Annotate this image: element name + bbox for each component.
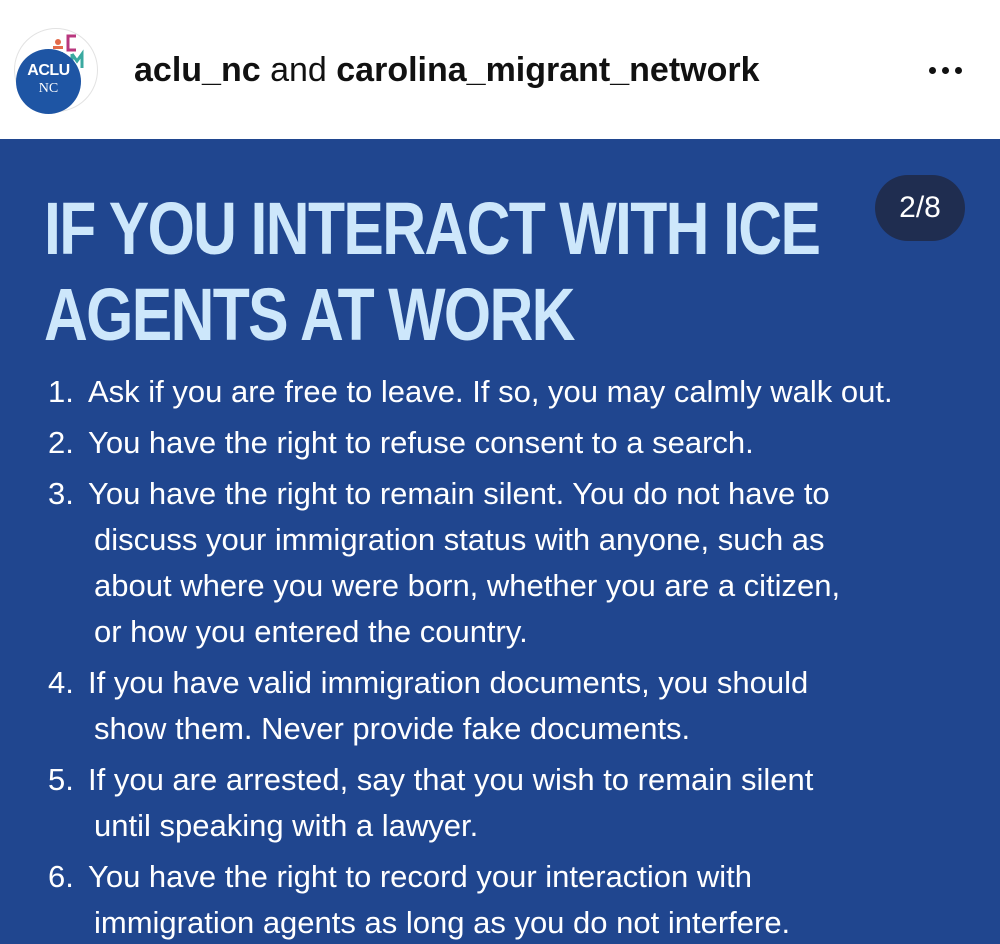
list-item-text: show them. Never provide fake documents. bbox=[94, 711, 691, 746]
list-item-text: immigration agents as long as you do not interfere. bbox=[94, 905, 791, 940]
post-heading bbox=[44, 186, 820, 358]
heading-line: IF YOU INTERACT WITH ICE bbox=[44, 187, 820, 270]
rights-list bbox=[48, 369, 978, 944]
list-item-text: discuss your immigration status with anyone, such as bbox=[94, 522, 825, 557]
list-item-text: You have the right to record your interaction with bbox=[88, 859, 753, 894]
list-item-number: 6. bbox=[48, 859, 74, 894]
list-item-number: 5. bbox=[48, 762, 74, 797]
list-item bbox=[48, 471, 978, 655]
list-item bbox=[48, 854, 978, 944]
list-item-number: 2. bbox=[48, 425, 74, 460]
list-item bbox=[48, 369, 978, 415]
list-item-number: 1. bbox=[48, 374, 74, 409]
author-link-carolina-migrant-network[interactable]: carolina_migrant_network bbox=[336, 51, 760, 89]
aclu-logo-subtext: NC bbox=[38, 81, 59, 96]
more-dot-icon bbox=[929, 67, 936, 74]
list-item-text: Ask if you are free to leave. If so, you may calmly walk out. bbox=[88, 374, 893, 409]
author-link-aclu-nc[interactable]: aclu_nc bbox=[134, 51, 261, 89]
list-item-text: You have the right to remain silent. You do not have to bbox=[88, 476, 830, 511]
list-item-number: 4. bbox=[48, 665, 74, 700]
aclu-logo-text: ACLU bbox=[27, 62, 70, 79]
author-connector: and bbox=[270, 51, 327, 89]
list-item-text: You have the right to refuse consent to a search. bbox=[88, 425, 754, 460]
list-item-text: If you have valid immigration documents, you should bbox=[88, 665, 809, 700]
heading-line: AGENTS AT WORK bbox=[44, 273, 574, 356]
list-item bbox=[48, 660, 978, 752]
post-image[interactable] bbox=[0, 139, 1000, 944]
more-dot-icon bbox=[942, 67, 949, 74]
carousel-counter-badge: 2/8 bbox=[875, 175, 965, 241]
list-item bbox=[48, 757, 978, 849]
list-item-text: until speaking with a lawyer. bbox=[94, 808, 479, 843]
list-item bbox=[48, 420, 978, 466]
post-header bbox=[0, 0, 1000, 139]
post-authors bbox=[134, 50, 760, 90]
list-item-text: If you are arrested, say that you wish to remain silent bbox=[88, 762, 814, 797]
list-item-text: or how you entered the country. bbox=[94, 614, 528, 649]
more-dot-icon bbox=[955, 67, 962, 74]
more-options-button[interactable] bbox=[918, 55, 972, 85]
list-item-number: 3. bbox=[48, 476, 74, 511]
list-item-text: about where you were born, whether you are a citizen, bbox=[94, 568, 841, 603]
